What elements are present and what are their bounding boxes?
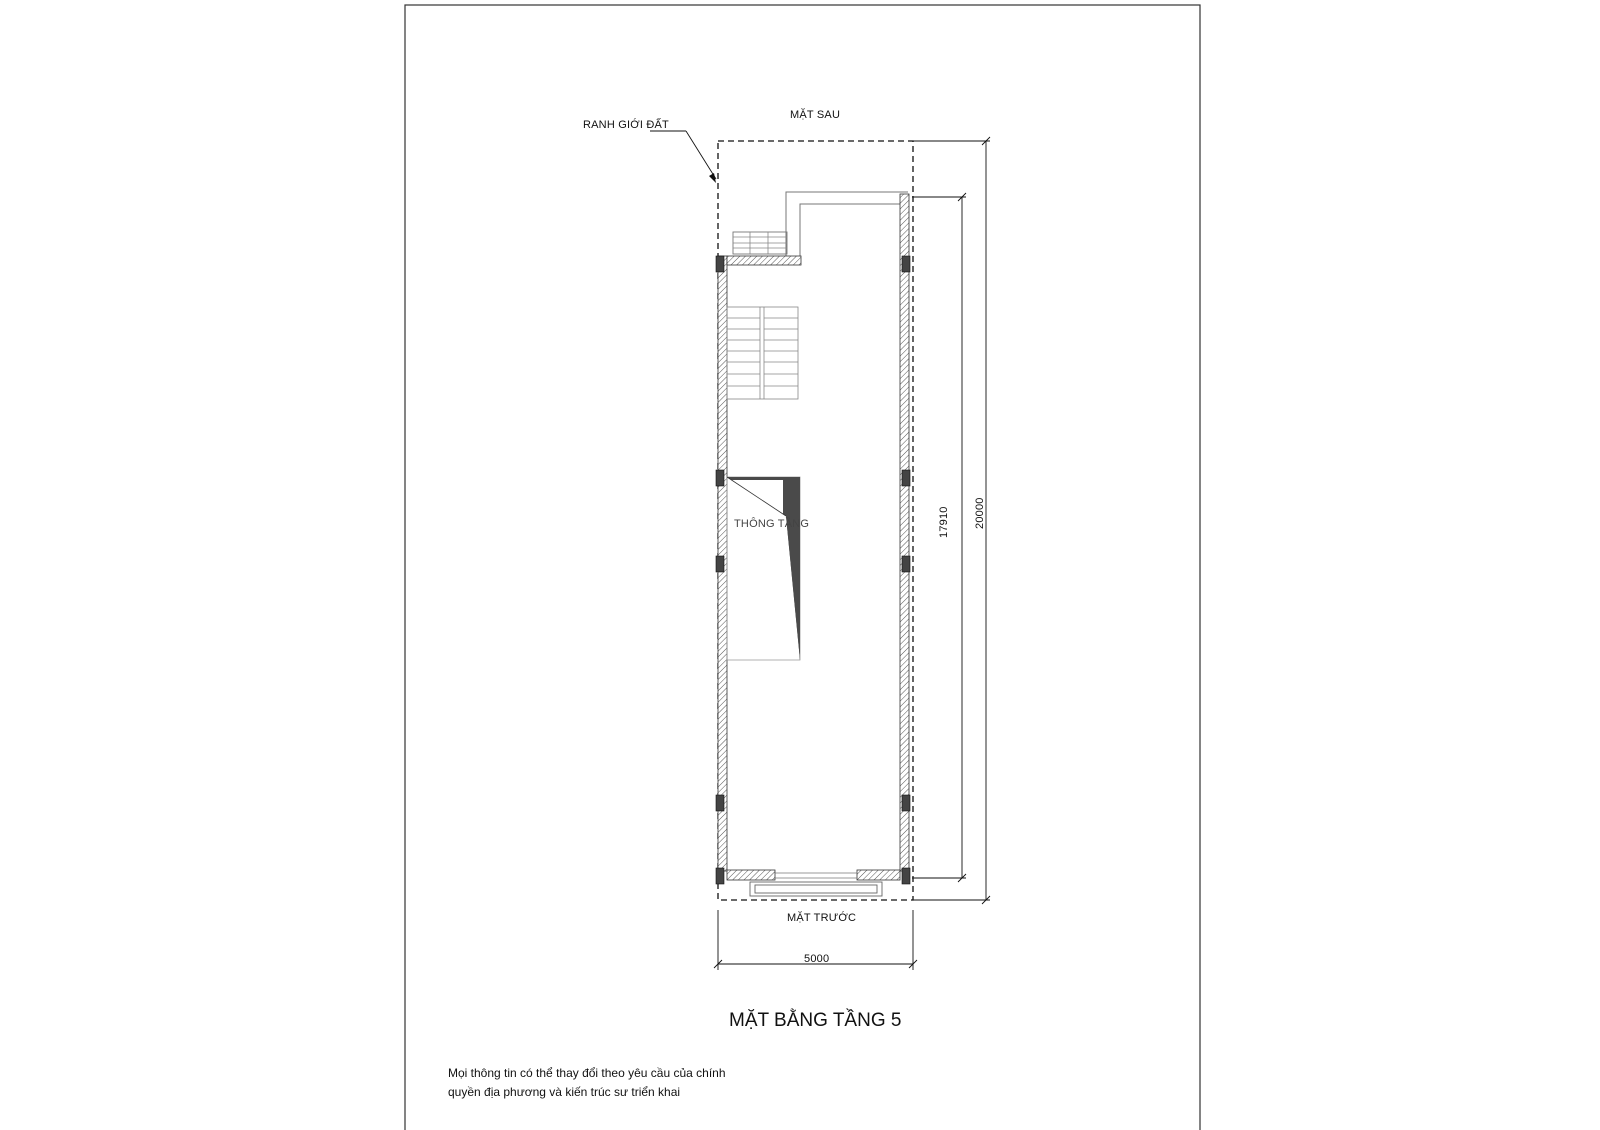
drawing-note — [448, 1064, 788, 1102]
columns — [716, 256, 910, 884]
front-label: MẶT TRƯỚC — [787, 912, 857, 924]
dim-building-length-label: 17910 — [938, 506, 950, 538]
drawing-title: MẶT BẰNG TẦNG 5 — [729, 1010, 902, 1031]
boundary-leader — [650, 131, 716, 183]
front-balcony — [750, 882, 882, 896]
rear-label: MẶT SAU — [790, 109, 841, 121]
note-line-2: quyền địa phương và kiến trúc sư triển khai — [448, 1085, 681, 1099]
note-line-1: Mọi thông tin có thể thay đổi theo yêu cầu của chính — [448, 1066, 726, 1080]
void-area — [727, 477, 800, 660]
void-label: THÔNG TẦNG — [734, 518, 810, 530]
walls — [718, 194, 909, 880]
dim-lot-length-label: 20000 — [974, 497, 986, 529]
staircase — [727, 307, 798, 399]
boundary-label: RANH GIỚI ĐẤT — [583, 119, 669, 131]
sheet-border — [405, 5, 1200, 1130]
rear-balcony — [733, 192, 908, 264]
dim-width-label: 5000 — [804, 953, 830, 965]
